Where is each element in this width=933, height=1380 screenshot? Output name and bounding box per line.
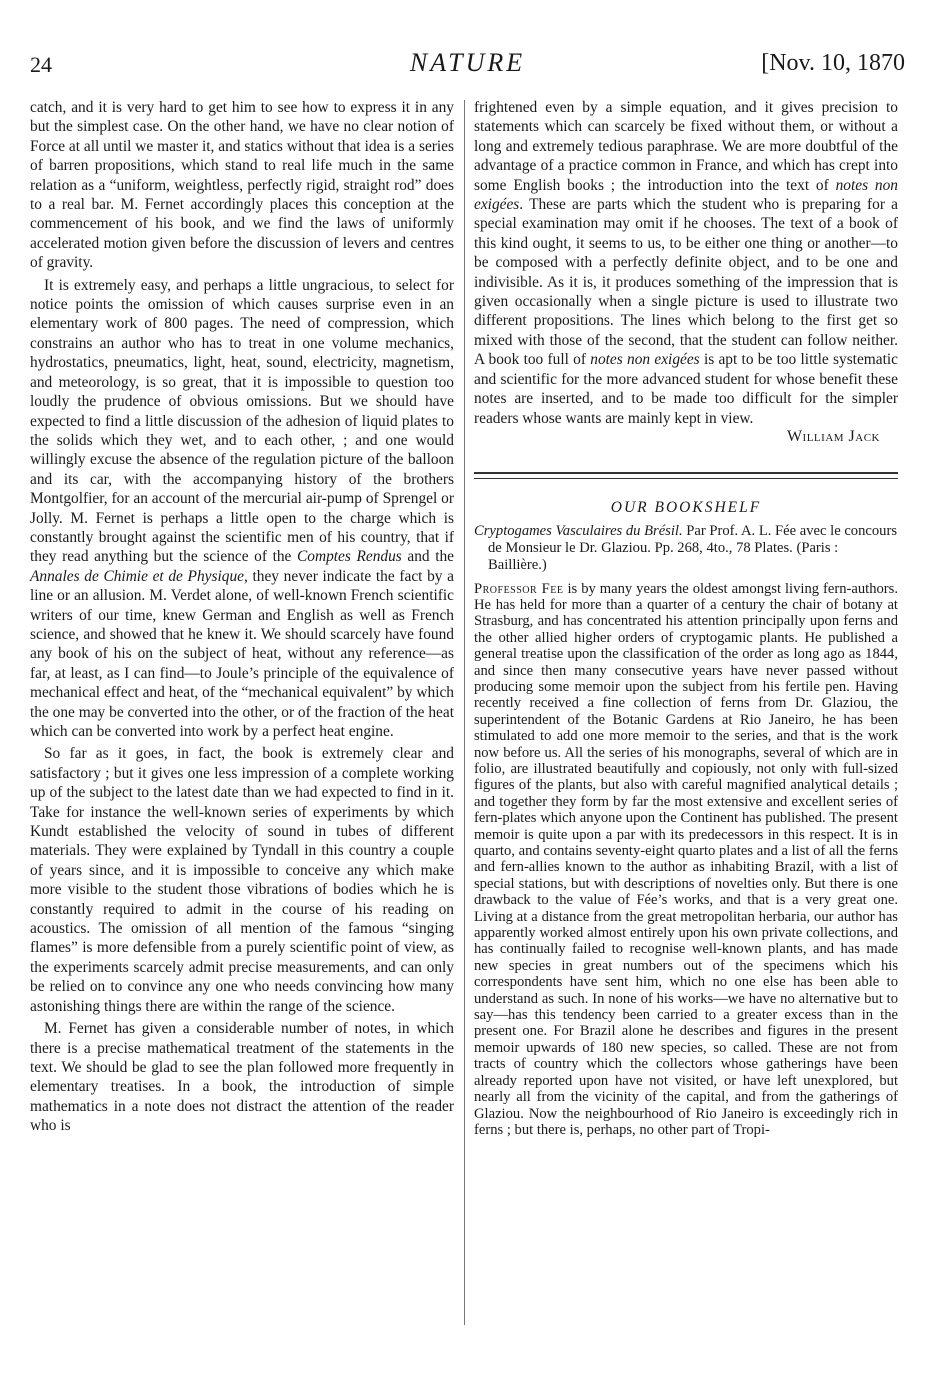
section-divider xyxy=(474,472,898,479)
journal-ref-comptes-rendus: Comptes Rendus xyxy=(297,548,402,566)
section-title: OUR BOOKSHELF xyxy=(610,498,762,516)
book-title: Cryptogames Vasculaires du Brésil. xyxy=(474,522,683,539)
journal-title: NATURE xyxy=(409,48,526,77)
left-column xyxy=(30,98,454,1136)
book-entry xyxy=(474,523,898,575)
author-signature: William Jack xyxy=(786,427,880,445)
issue-date: [Nov. 10, 1870 xyxy=(761,50,905,76)
book-review xyxy=(474,581,898,1139)
page-header xyxy=(30,46,905,80)
term-notes-non-exigees: notes non exigées xyxy=(474,176,899,214)
journal-ref-annales: Annales de Chimie et de Physique xyxy=(30,567,244,585)
right-paragraph-1: frightened even by a simple equation, and it gives precision to statements which can scarcely be fixed without them, or without a long and extremely tedious paraphrase. We are more doubtful of the advantage of a practice common in France, and which has crept into some English books ; the introduction into the text of notes non exigées. These are parts which the student who is preparing for a special examination may omit if he chooses. The text of a book of this kind ought, it seems to us, to be either one thing or another—to be composed with a perfectly definite object, and to be one and indivisible. As it is, it produces something of the impression that is given occasionally when a single picture is used to illustrate two different propositions. The lines which belong to the first get so mixed with those of the second, that the student can follow neither. A book too full of notes non exigées is apt to be too little systematic and scientific for the more advanced student for whose benefit these notes are inserted, and to be made too difficult for the simpler readers whose wants are mainly kept in view. xyxy=(474,99,899,427)
review-continuation xyxy=(474,98,898,446)
page-number: 24 xyxy=(30,52,52,77)
review-paragraph: Professor Fee is by many years the oldest amongst living fern-authors. He has held for more than a quarter of a century the chair of botany at Strasburg, and has concentrated his attention principally upon ferns and the other allied higher orders of cryptogamic plants. He published a general treatise upon the classification of the order as long ago as 1844, and since then many consecutive years have never passed without producing some memoir upon the subject from his fertile pen. Having recently received a fine collection of ferns from Dr. Glaziou, the superintendent of the Botanic Gardens at Rio Janeiro, he has been stimulated to add one more memoir to the series, and that is the work now before us. All the series of his monographs, several of which are in folio, are illustrated beautifully and copiously, not only with full-sized figures of the plants, but also with careful magnified analytical details ; and together they form by far the most extensive and excellent series of fern-plates which anyone upon the Continent has published. The present memoir is quite upon a par with its predecessors in this respect. It is in quarto, and contains seventy-eight quarto plates and a list of all the ferns and fern-allies known to the author as inhabiting Brazil, with a list of special stations, but with descriptions of novelties only. But there is one drawback to the value of Fée’s works, and that is a very great one. Living at a distance from the great metropolitan herbaria, our author has apparently worked almost entirely upon his own private collections, and has continually failed to recognise well-known plants, and has made new species in great numbers out of the specimens which his correspondents have sent him, which no one else has been able to understand as such. In none of his works—we have no alternative but to say—has this tendency been carried to a greater excess than in the present one. For Brazil alone he describes and figures in the present memoir upwards of 180 new species, so called. These are not from tracts of country which the collectors whose gatherings have been already reported upon have not visited, or have left unexplored, but nearly all from the vicinity of the capital, and from the gatherings of Glaziou. Now the neighbourhood of Rio Janeiro is exceedingly rich in ferns ; but there is, perhaps, no other part of Tropi- xyxy=(474,580,898,1138)
left-paragraph-4: M. Fernet has given a considerable number of notes, in which there is a precise mathematical treatment of the statements in the text. We should be glad to see the plan followed more frequently in elementary treatises. In a book, the introduction of simple mathematics in a note does not distract the attention of the reader who is xyxy=(30,1020,454,1135)
left-paragraph-3: So far as it goes, in fact, the book is extremely clear and satisfactory ; but it gives one less impression of a complete working up of the subject to the latest date than we had expected to find in it. Take for instance the well-known series of experiments by which Kundt established the velocity of sound in tubes of different materials. They were explained by Tyndall in this country a couple of years since, and it is impossible to conceive any which make more visible to the student those vibrations of bodies which he is constantly required to admit in the course of his reading on acoustics. The omission of all mention of the famous “singing flames” is more defensible from a purely scientific point of view, as the experiments scarcely admit precise measurements, and can only be relied on to convince any one who needs convincing how many astonishing things there are within the range of the science. xyxy=(30,745,454,1015)
book-details: Par Prof. A. L. Fée avec le concours de Monsieur le Dr. Glaziou. Pp. 268, 4to., 78 Plates. (Paris : Baillière.) xyxy=(488,522,898,574)
review-lead: Professor Fee xyxy=(474,580,564,597)
left-paragraph-2: It is extremely easy, and perhaps a little ungracious, to select for notice points the omission of which causes surprise even in an elementary work of 800 pages. The need of compression, which constrains an author who has to treat in one volume mechanics, hydrostatics, pneumatics, light, heat, sound, electricity, magnetism, and meteorology, is so great, that it is impossible to question too loudly the prudence of obvious omissions. But we should have expected to find a little discussion of the adhesion of liquid plates to the solids which they wet, and to each other, ; and one would willingly excuse the absence of the regulation picture of the balloon and its car, with the accompanying history of the brothers Montgolfier, for an account of the mercurial air-pump of Sprengel or Jolly. M. Fernet is perhaps a little open to the charge which is constantly brought against the scientific men of his country, that if they read anything but the science of the Comptes Rendus and the Annales de Chimie et de Physique, they never indicate the fact by a line or an allusion. M. Verdet alone, of well-known French scientific writers of our time, knew German and English as well as French science, and showed that he knew it. We should scarcely have found any book of his on the subject of heat, without any reference—as far, at least, as I can find—to Joule’s principle of the equivalence of mechanical effect and heat, of the “mechanical equivalent” by which the one may be converted into the other, or of the fraction of the heat which can be converted into work by a perfect heat engine. xyxy=(30,276,455,740)
term-notes-non-exigees: notes non exigées xyxy=(590,351,700,369)
right-column xyxy=(474,98,898,1138)
column-divider xyxy=(464,100,465,1325)
left-paragraph-1: catch, and it is very hard to get him to see how to express it in any but the simplest case. On the other hand, we have no clear notion of Force at all until we master it, and statics without that idea is a series of barren propositions, which stand to real life much in the same relation as a “uniform, weightless, perfectly rigid, straight rod” does to a real bar. M. Fernet accordingly places this conception at the commencement of his book, and we find the laws of uniformly accelerated motion given before the discussion of levers and centres of gravity. xyxy=(30,99,454,272)
